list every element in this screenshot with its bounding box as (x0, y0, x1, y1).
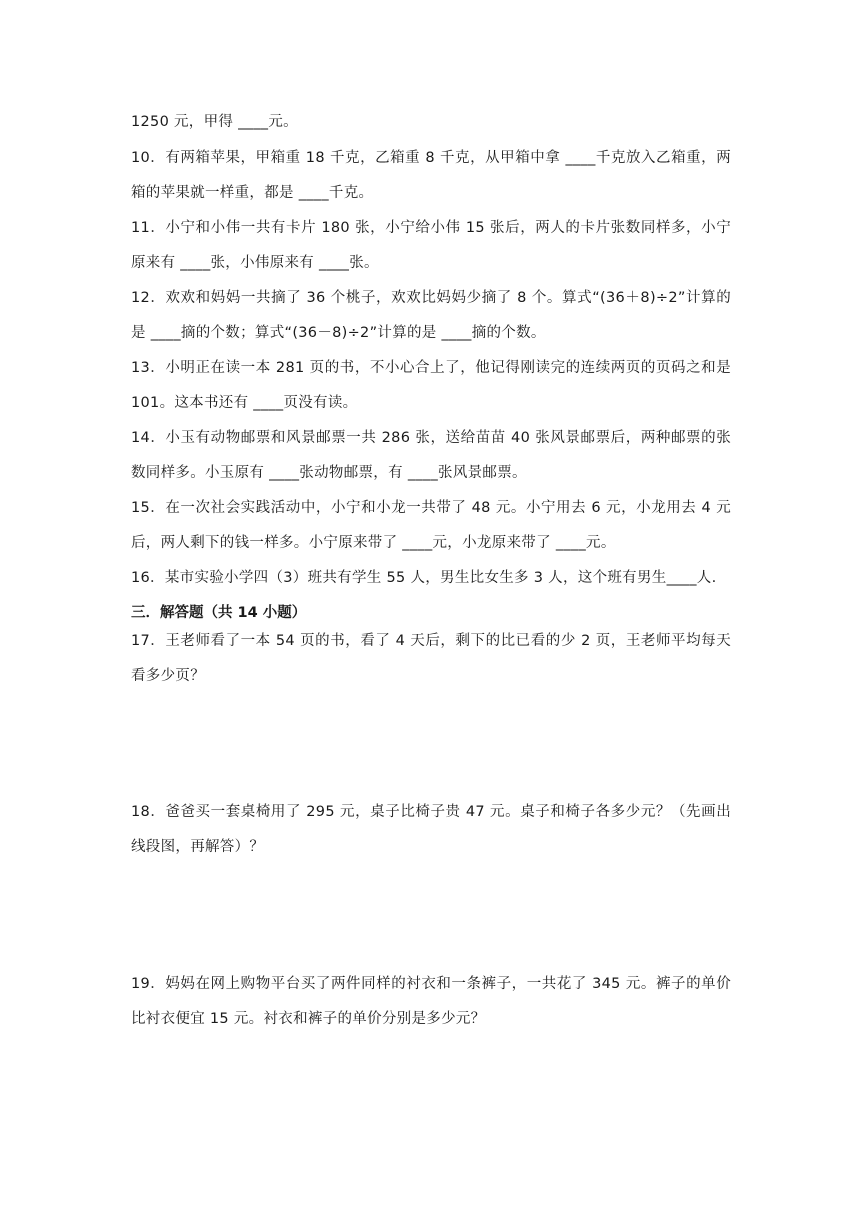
question-13: 13．小明正在读一本 281 页的书，不小心合上了，他记得刚读完的连续两页的页码之和是101。这本书还有 ____页没有读。 (131, 360, 731, 411)
question-16: 16．某市实验小学四（3）班共有学生 55 人，男生比女生多 3 人，这个班有男生____人. (131, 570, 717, 586)
question-12: 12．欢欢和妈妈一共摘了 36 个桃子，欢欢比妈妈少摘了 8 个。算式“(36＋8)÷2”计算的是 ____摘的个数；算式“(36－8)÷2”计算的是 ____摘的个数。 (131, 290, 731, 341)
question-18: 18．爸爸买一套桌椅用了 295 元，桌子比椅子贵 47 元。桌子和椅子各多少元？（先画出线段图，再解答）？ (131, 804, 731, 855)
section-3-title: 三．解答题（共 14 小题） (131, 605, 307, 621)
question-10: 10．有两箱苹果，甲箱重 18 千克，乙箱重 8 千克，从甲箱中拿 ____千克放入乙箱重，两箱的苹果就一样重，都是 ____千克。 (131, 150, 731, 201)
question-9-tail: 1250 元，甲得 ____元。 (131, 114, 298, 130)
question-17: 17．王老师看了一本 54 页的书，看了 4 天后，剩下的比已看的少 2 页，王老师平均每天看多少页？ (131, 633, 731, 684)
question-15: 15．在一次社会实践活动中，小宁和小龙一共带了 48 元。小宁用去 6 元，小龙用去 4 元后，两人剩下的钱一样多。小宁原来带了 ____元，小龙原来带了 ____元。 (131, 500, 731, 551)
question-11: 11．小宁和小伟一共有卡片 180 张，小宁给小伟 15 张后，两人的卡片张数同样多，小宁原来有 ____张，小伟原来有 ____张。 (131, 220, 731, 271)
question-19: 19．妈妈在网上购物平台买了两件同样的衬衣和一条裤子，一共花了 345 元。裤子的单价比衬衣便宜 15 元。衬衣和裤子的单价分别是多少元？ (131, 976, 731, 1027)
question-14: 14．小玉有动物邮票和风景邮票一共 286 张，送给苗苗 40 张风景邮票后，两种邮票的张数同样多。小玉原有 ____张动物邮票，有 ____张风景邮票。 (131, 430, 731, 481)
